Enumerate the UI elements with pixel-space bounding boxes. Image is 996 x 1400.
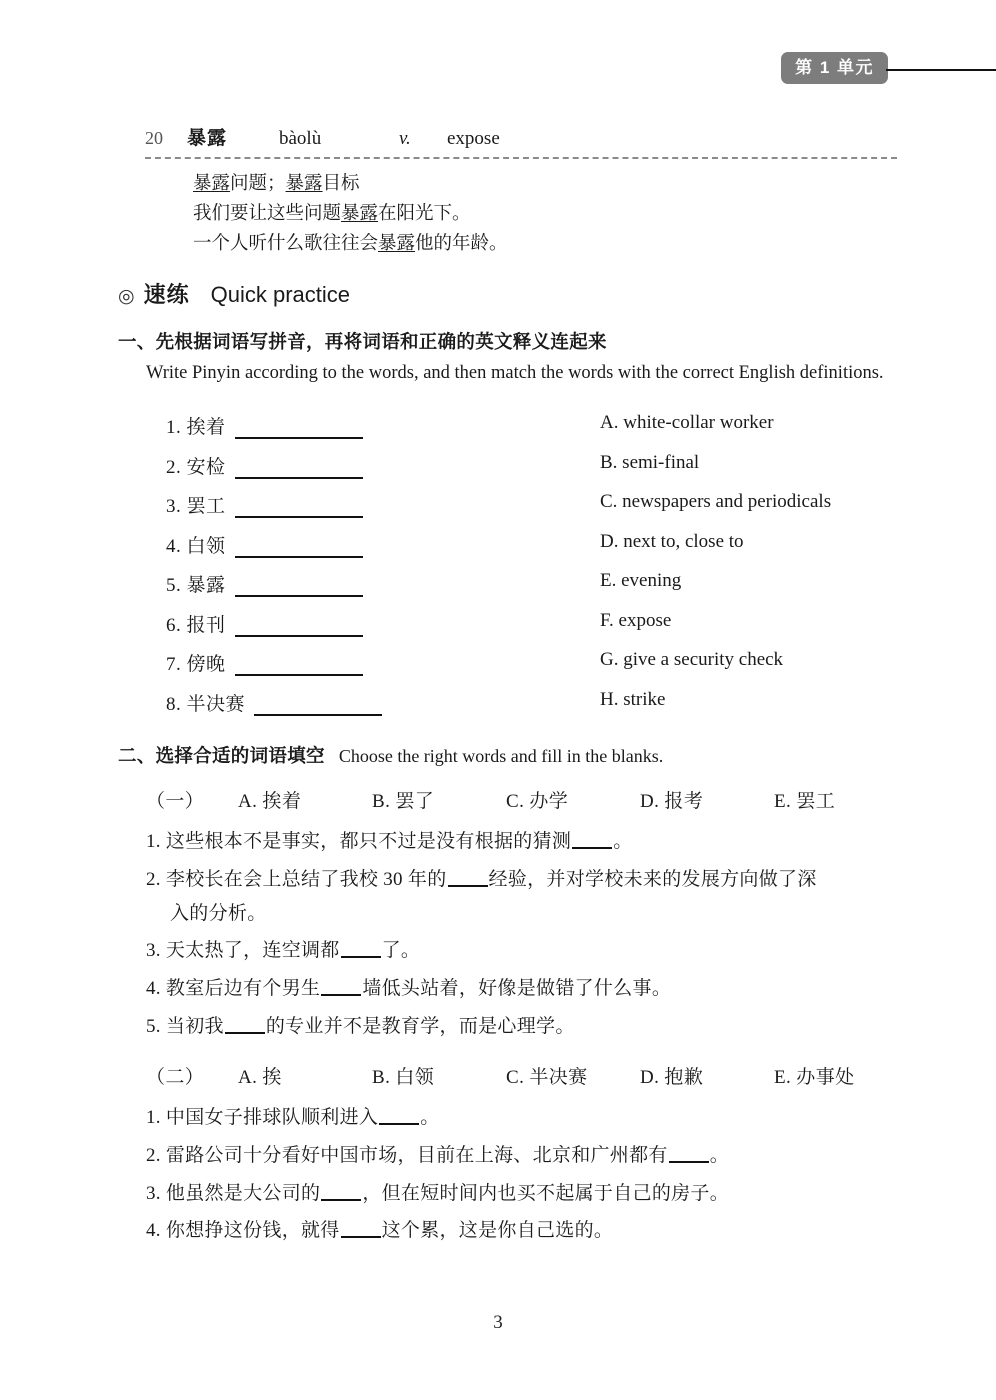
group-option[interactable]: A. 挨着	[238, 791, 302, 812]
matching-word: 6. 报刊	[166, 614, 226, 636]
matching-word: 8. 半决赛	[166, 693, 246, 715]
matching-definition[interactable]: G. give a security check	[600, 649, 784, 670]
answer-blank[interactable]	[448, 869, 488, 887]
section-one-title-en: Write Pinyin according to the words, and then match the words with the correct English definitions.	[146, 363, 884, 383]
question-text: ，但在短时间内也买不起属于自己的房子。	[362, 1182, 730, 1204]
example-text: 一个人听什么歌往往会	[193, 233, 379, 254]
question-item	[146, 1177, 916, 1211]
question-text: 经验，并对学校未来的发展方向做了深	[488, 868, 817, 890]
question-item	[146, 934, 916, 968]
example-text: 问题；	[230, 173, 286, 194]
answer-blank[interactable]	[225, 1016, 265, 1034]
question-item	[146, 1010, 916, 1044]
quick-practice-label-cn: 速练	[143, 282, 190, 307]
matching-left-item	[166, 689, 382, 716]
running-head	[0, 52, 996, 88]
question-text: 这个累，这是你自己选的。	[381, 1220, 614, 1242]
matching-word: 3. 罢工	[166, 496, 226, 517]
matching-row	[0, 452, 996, 492]
question-text: 墙低头站着，好像是做错了什么事。	[362, 978, 672, 1000]
question-text: 。	[709, 1144, 730, 1166]
answer-blank[interactable]	[572, 831, 612, 849]
example-text: 目标	[322, 173, 360, 194]
question-text: 的专业并不是教育学，而是心理学。	[265, 1016, 575, 1038]
answer-blank[interactable]	[341, 940, 381, 958]
entry-examples	[145, 170, 905, 260]
group-option[interactable]: D. 报考	[640, 791, 704, 812]
matching-definition[interactable]: F. expose	[600, 609, 672, 631]
section-one-title-cn: 一、先根据词语写拼音，再将词语和正确的英文释义连起来	[118, 331, 607, 352]
example-sentence	[193, 200, 905, 230]
section-two-title-cn: 二、选择合适的词语填空	[118, 745, 325, 766]
pinyin-answer-blank[interactable]	[235, 420, 363, 439]
question-text: 1. 这些根本不是事实，都只不过是没有根据的猜测	[146, 831, 572, 852]
matching-word: 2. 安检	[166, 456, 226, 478]
question-item	[146, 863, 916, 931]
matching-row	[0, 689, 996, 729]
pinyin-answer-blank[interactable]	[235, 460, 363, 479]
answer-blank[interactable]	[321, 1183, 361, 1201]
matching-definition[interactable]: E. evening	[600, 570, 682, 591]
entry-pinyin: bàolù	[279, 128, 322, 149]
matching-definition[interactable]: D. next to, close to	[600, 530, 744, 552]
example-sentence	[193, 170, 905, 200]
group-option[interactable]: E. 罢工	[774, 791, 836, 812]
group-option[interactable]: E. 办事处	[774, 1066, 855, 1088]
section-two	[118, 742, 918, 1252]
entry-number: 20	[145, 128, 163, 148]
question-text: 。	[420, 1106, 440, 1128]
vocabulary-entry-row	[145, 126, 905, 152]
pinyin-answer-blank[interactable]	[235, 539, 363, 558]
question-group	[146, 786, 916, 1044]
question-item	[146, 1101, 916, 1135]
matching-row	[0, 649, 996, 689]
unit-tag: 第 1 单元	[781, 52, 888, 84]
page-number: 3	[493, 1312, 503, 1333]
matching-left-item	[166, 531, 363, 558]
question-text: 3. 他虽然是大公司的	[146, 1182, 321, 1204]
matching-exercise	[0, 412, 996, 728]
answer-blank[interactable]	[379, 1107, 419, 1125]
group-option[interactable]: B. 白领	[372, 1066, 435, 1088]
question-item	[146, 1214, 916, 1248]
matching-left-item	[166, 570, 363, 597]
group-options	[146, 786, 916, 813]
entry-word: 暴露	[187, 128, 228, 149]
example-keyword: 暴露	[285, 173, 323, 194]
section-two-title-en: Choose the right words and fill in the blanks.	[338, 746, 664, 766]
answer-blank[interactable]	[321, 978, 361, 996]
question-text: 2. 雷路公司十分看好中国市场，目前在上海、北京和广州都有	[146, 1144, 668, 1166]
quick-practice-label-en: Quick practice	[210, 282, 350, 307]
group-option[interactable]: C. 半决赛	[506, 1066, 588, 1088]
bullet-circle-icon: ◎	[118, 286, 135, 307]
question-text: 4. 教室后边有个男生	[146, 978, 321, 1000]
section-two-heading	[118, 742, 918, 768]
group-tag: （一）	[146, 791, 205, 812]
group-option[interactable]: D. 抱歉	[640, 1066, 704, 1088]
pinyin-answer-blank[interactable]	[235, 618, 363, 637]
matching-left-item	[166, 452, 363, 479]
question-item	[146, 825, 916, 859]
header-rule	[886, 69, 996, 71]
section-one	[118, 328, 908, 386]
vocabulary-entry	[145, 126, 905, 260]
group-option[interactable]: B. 罢了	[372, 791, 435, 812]
question-text: 4. 你想挣这份钱，就得	[146, 1220, 340, 1242]
matching-word: 1. 挨着	[166, 417, 226, 438]
group-tag: （二）	[146, 1066, 205, 1088]
matching-row	[0, 412, 996, 452]
question-item	[146, 972, 916, 1006]
question-group	[146, 1062, 916, 1248]
entry-definition: expose	[447, 128, 500, 149]
pinyin-answer-blank[interactable]	[235, 499, 363, 518]
matching-definition[interactable]: A. white-collar worker	[600, 412, 774, 433]
section-two-groups	[118, 786, 918, 1248]
question-item	[146, 1139, 916, 1173]
answer-blank[interactable]	[341, 1220, 381, 1238]
answer-blank[interactable]	[669, 1145, 709, 1163]
matching-row	[0, 491, 996, 531]
example-text: 我们要让这些问题	[193, 203, 342, 224]
matching-word: 7. 傍晚	[166, 654, 226, 675]
matching-left-item	[166, 491, 363, 518]
question-text: 。	[613, 831, 633, 852]
matching-row	[0, 610, 996, 650]
group-option[interactable]: C. 办学	[506, 791, 569, 812]
matching-definition[interactable]: C. newspapers and periodicals	[600, 491, 832, 512]
question-text: 3. 天太热了，连空调都	[146, 940, 340, 962]
matching-word: 4. 白领	[166, 535, 226, 557]
entry-divider	[145, 157, 897, 159]
matching-row	[0, 570, 996, 610]
group-option[interactable]: A. 挨	[238, 1066, 282, 1088]
matching-left-item	[166, 412, 363, 439]
question-text: 2. 李校长在会上总结了我校 30 年的	[146, 868, 447, 890]
example-text: 在阳光下。	[378, 203, 471, 224]
question-text: 了。	[381, 940, 421, 962]
matching-left-item	[166, 649, 363, 676]
matching-row	[0, 531, 996, 571]
group-options	[146, 1062, 916, 1089]
matching-left-item	[166, 610, 363, 637]
example-text: 他的年龄。	[415, 233, 508, 254]
quick-practice-heading	[118, 278, 350, 309]
pinyin-answer-blank[interactable]	[235, 657, 363, 676]
example-sentence	[193, 230, 905, 260]
question-continuation: 入的分析。	[170, 902, 267, 924]
question-text: 1. 中国女子排球队顺利进入	[146, 1106, 379, 1128]
example-keyword: 暴露	[193, 173, 231, 194]
matching-definition[interactable]: B. semi-final	[600, 451, 700, 473]
example-keyword: 暴露	[341, 203, 379, 224]
matching-definition[interactable]: H. strike	[600, 688, 666, 710]
example-keyword: 暴露	[378, 233, 416, 254]
question-text: 5. 当初我	[146, 1016, 224, 1038]
matching-word: 5. 暴露	[166, 575, 226, 596]
pinyin-answer-blank[interactable]	[235, 578, 363, 597]
pinyin-answer-blank[interactable]	[254, 697, 382, 716]
entry-part-of-speech: v.	[399, 128, 411, 149]
